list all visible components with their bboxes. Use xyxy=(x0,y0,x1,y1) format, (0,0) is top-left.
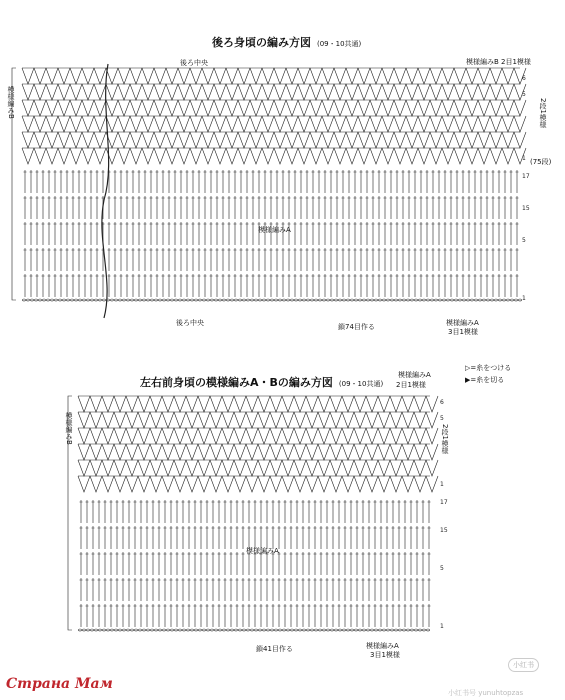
legend-cut: ▶=糸を切る xyxy=(465,376,505,384)
front-foundation-chain xyxy=(79,629,430,631)
back-row-number: 6 xyxy=(522,75,526,82)
front-side-bracket xyxy=(68,396,72,630)
front-v-row xyxy=(78,460,438,476)
front-v-row xyxy=(78,412,438,428)
front-chart-group xyxy=(68,396,438,631)
front-title-text: 左右前身頃の模様編みA・Bの編み方図 xyxy=(140,376,333,389)
front-row-number: 5 xyxy=(440,415,444,422)
legend-attach: ▷=糸をつける xyxy=(465,364,512,372)
front-cast-on-label: 鎖41目作る xyxy=(256,645,293,653)
front-row-number: 5 xyxy=(440,565,444,572)
back-pattern-a-repeat-label-2: 3目1模様 xyxy=(448,328,478,336)
corner-stamp: 小红书 xyxy=(508,658,539,672)
front-row-number: 1 xyxy=(440,623,444,630)
back-pattern-a-repeat-label-1: 模様編みA xyxy=(446,319,479,327)
back-center-top-label: 後ろ中央 xyxy=(180,59,208,67)
front-pattern-a-repeat-label-1: 模様編みA xyxy=(366,642,399,650)
back-row-number: 5 xyxy=(522,91,526,98)
back-two-row-repeat-label: 2段1模様 xyxy=(539,98,547,128)
front-pattern-a-label: 模様編みA xyxy=(246,547,279,555)
watermark-logo: Страна Мам xyxy=(6,676,113,692)
back-row-number: 1 xyxy=(522,295,526,302)
back-pattern-b-repeat-label: 模様編みB 2目1模様 xyxy=(466,58,531,66)
back-row-number: 15 xyxy=(522,205,530,212)
front-stitch-row xyxy=(80,552,431,575)
back-pattern-a-label: 模様編みA xyxy=(258,226,291,234)
front-stitch-row xyxy=(80,578,431,601)
front-row-number: 6 xyxy=(440,399,444,406)
front-v-row xyxy=(78,444,438,460)
attach-yarn-icon: ▷ xyxy=(465,364,471,372)
front-row-number: 17 xyxy=(440,499,448,506)
front-v-row xyxy=(78,476,438,492)
front-stitch-row xyxy=(80,526,431,549)
front-stitch-row xyxy=(80,500,431,523)
back-subtitle: (09・10共通) xyxy=(317,40,362,48)
front-v-row xyxy=(78,428,438,444)
front-two-row-repeat-label: 2段1模様 xyxy=(441,424,449,454)
back-row-number: 5 xyxy=(522,237,526,244)
back-title-text: 後ろ身頃の編み方図 xyxy=(212,36,311,49)
back-row-number: 17 xyxy=(522,173,530,180)
front-row-number: 1 xyxy=(440,481,444,488)
front-pattern-b-repeat-label-2: 2目1模様 xyxy=(396,381,426,389)
front-subtitle: (09・10共通) xyxy=(338,380,384,388)
back-row-number: 1 xyxy=(522,155,526,162)
front-pattern-b-side-label: 模様編みB xyxy=(65,412,73,445)
front-v-row xyxy=(78,396,438,412)
back-center-bottom-label: 後ろ中央 xyxy=(176,319,204,327)
corner-text: 小红书号 yunuhtopzas xyxy=(448,689,524,697)
front-stitch-row xyxy=(80,604,431,627)
front-pattern-a-repeat-label-2: 3目1模様 xyxy=(370,651,400,659)
back-cast-on-label: 鎖74目作る xyxy=(338,323,375,331)
front-pattern-b-repeat-label-1: 模様編みA xyxy=(398,371,431,379)
back-row-count-label: (75段) xyxy=(530,158,552,166)
back-pattern-b-side-label: 模様編みB xyxy=(7,86,15,119)
front-row-number: 15 xyxy=(440,527,448,534)
cut-yarn-icon: ▶ xyxy=(465,376,471,384)
